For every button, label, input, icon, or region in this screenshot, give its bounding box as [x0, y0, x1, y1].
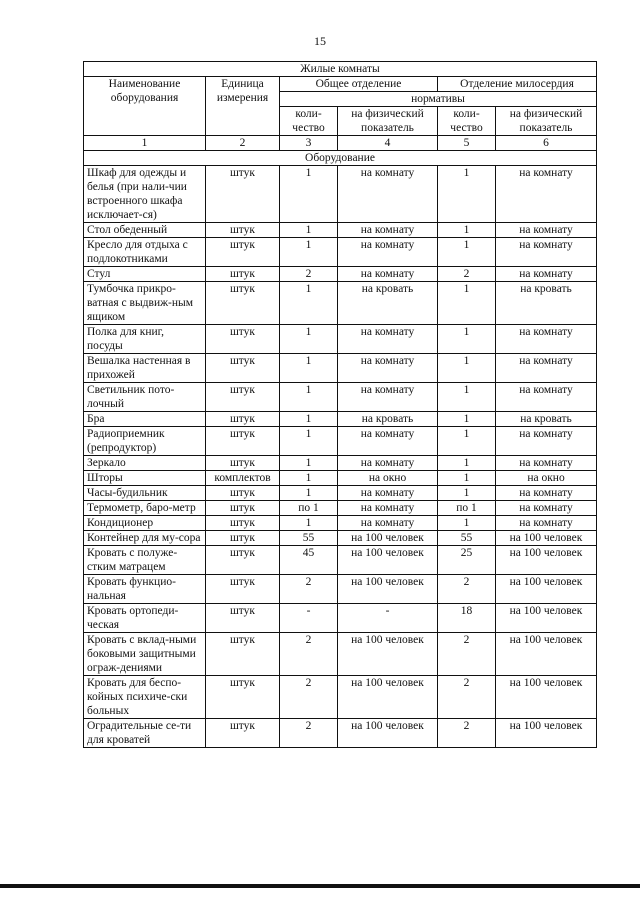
- general-quantity: 2: [280, 575, 338, 604]
- general-per-indicator: на 100 человек: [338, 676, 438, 719]
- unit-cell: штук: [206, 383, 280, 412]
- mercy-quantity: 2: [438, 676, 496, 719]
- mercy-quantity: 2: [438, 719, 496, 748]
- unit-cell: штук: [206, 282, 280, 325]
- header-row: [84, 77, 597, 92]
- table-row: [84, 412, 597, 427]
- table-title-row: [84, 62, 597, 77]
- page-number: 15: [314, 34, 326, 48]
- table-row: [84, 531, 597, 546]
- table-row: [84, 471, 597, 486]
- mercy-per-indicator: на комнату: [496, 516, 597, 531]
- mercy-quantity: 2: [438, 575, 496, 604]
- table-row: [84, 223, 597, 238]
- column-number: 3: [280, 136, 338, 151]
- equipment-name: Кровать с полуже-стким матрацем: [84, 546, 206, 575]
- general-per-indicator: на комнату: [338, 383, 438, 412]
- mercy-per-indicator: на комнату: [496, 354, 597, 383]
- equipment-name: Стул: [84, 267, 206, 282]
- unit-cell: штук: [206, 354, 280, 383]
- general-per-indicator: на комнату: [338, 325, 438, 354]
- general-quantity: 1: [280, 325, 338, 354]
- general-per-indicator: на комнату: [338, 427, 438, 456]
- equipment-name: Тумбочка прикро-ватная с выдвиж-ным ящиком: [84, 282, 206, 325]
- table-row: [84, 427, 597, 456]
- mercy-quantity: 1: [438, 223, 496, 238]
- general-quantity: 1: [280, 471, 338, 486]
- equipment-name: Кресло для отдыха с подлокотниками: [84, 238, 206, 267]
- mercy-per-indicator: на комнату: [496, 325, 597, 354]
- mercy-per-indicator: на комнату: [496, 267, 597, 282]
- unit-cell: штук: [206, 238, 280, 267]
- general-per-indicator: на комнату: [338, 354, 438, 383]
- mercy-per-indicator: на 100 человек: [496, 575, 597, 604]
- mercy-per-indicator: на комнату: [496, 501, 597, 516]
- mercy-quantity: 1: [438, 325, 496, 354]
- general-per-indicator: на 100 человек: [338, 531, 438, 546]
- equipment-name: Кровать ортопеди-ческая: [84, 604, 206, 633]
- mercy-per-indicator: на комнату: [496, 486, 597, 501]
- general-per-indicator: на кровать: [338, 412, 438, 427]
- general-per-indicator: на 100 человек: [338, 575, 438, 604]
- general-quantity: 1: [280, 282, 338, 325]
- column-number: 2: [206, 136, 280, 151]
- table-row: [84, 719, 597, 748]
- mercy-quantity: по 1: [438, 501, 496, 516]
- section-row: [84, 151, 597, 166]
- mercy-per-indicator: на окно: [496, 471, 597, 486]
- general-quantity: 1: [280, 427, 338, 456]
- mercy-quantity: 25: [438, 546, 496, 575]
- table-row: [84, 501, 597, 516]
- table-row: [84, 546, 597, 575]
- table-row: [84, 456, 597, 471]
- general-quantity: 1: [280, 238, 338, 267]
- general-quantity: 1: [280, 516, 338, 531]
- unit-cell: комплектов: [206, 471, 280, 486]
- general-quantity: 1: [280, 223, 338, 238]
- general-quantity: 2: [280, 676, 338, 719]
- general-quantity: 1: [280, 412, 338, 427]
- column-number: 6: [496, 136, 597, 151]
- mercy-quantity: 1: [438, 166, 496, 223]
- column-header-mercy-dept: Отделение милосердия: [438, 77, 597, 92]
- equipment-name: Часы-будильник: [84, 486, 206, 501]
- mercy-quantity: 1: [438, 427, 496, 456]
- general-per-indicator: на комнату: [338, 223, 438, 238]
- equipment-name: Кровать функцио-нальная: [84, 575, 206, 604]
- general-per-indicator: на комнату: [338, 501, 438, 516]
- equipment-name: Зеркало: [84, 456, 206, 471]
- unit-cell: штук: [206, 501, 280, 516]
- column-header-per-indicator: на физический показатель: [338, 107, 438, 136]
- column-header-normatives: нормативы: [280, 92, 597, 107]
- column-number: 5: [438, 136, 496, 151]
- mercy-quantity: 1: [438, 354, 496, 383]
- general-quantity: 1: [280, 166, 338, 223]
- general-quantity: 45: [280, 546, 338, 575]
- column-number: 1: [84, 136, 206, 151]
- unit-cell: штук: [206, 676, 280, 719]
- table-row: [84, 516, 597, 531]
- mercy-quantity: 1: [438, 486, 496, 501]
- column-header-per-indicator: на физический показатель: [496, 107, 597, 136]
- unit-cell: штук: [206, 486, 280, 501]
- unit-cell: штук: [206, 267, 280, 282]
- table-row: [84, 633, 597, 676]
- equipment-name: Вешалка настенная в прихожей: [84, 354, 206, 383]
- mercy-quantity: 1: [438, 383, 496, 412]
- table-row: [84, 325, 597, 354]
- equipment-name: Бра: [84, 412, 206, 427]
- table-row: [84, 166, 597, 223]
- general-per-indicator: на 100 человек: [338, 633, 438, 676]
- unit-cell: штук: [206, 531, 280, 546]
- mercy-quantity: 1: [438, 238, 496, 267]
- general-quantity: 1: [280, 354, 338, 383]
- general-per-indicator: на кровать: [338, 282, 438, 325]
- unit-cell: штук: [206, 456, 280, 471]
- table-row: [84, 575, 597, 604]
- equipment-name: Контейнер для му-сора: [84, 531, 206, 546]
- general-quantity: 1: [280, 456, 338, 471]
- mercy-per-indicator: на кровать: [496, 412, 597, 427]
- general-quantity: 2: [280, 719, 338, 748]
- equipment-norms-table: [83, 61, 597, 748]
- general-quantity: по 1: [280, 501, 338, 516]
- unit-cell: штук: [206, 166, 280, 223]
- table-title: Жилые комнаты: [84, 62, 597, 77]
- equipment-name: Оградительные се-ти для кроватей: [84, 719, 206, 748]
- general-per-indicator: на комнату: [338, 516, 438, 531]
- general-per-indicator: на окно: [338, 471, 438, 486]
- unit-cell: штук: [206, 633, 280, 676]
- general-quantity: 1: [280, 383, 338, 412]
- section-title: Оборудование: [84, 151, 597, 166]
- mercy-per-indicator: на комнату: [496, 456, 597, 471]
- equipment-name: Полка для книг, посуды: [84, 325, 206, 354]
- unit-cell: штук: [206, 412, 280, 427]
- mercy-quantity: 1: [438, 412, 496, 427]
- unit-cell: штук: [206, 223, 280, 238]
- mercy-per-indicator: на кровать: [496, 282, 597, 325]
- column-header-unit: Единица измерения: [206, 77, 280, 136]
- equipment-name: Кондиционер: [84, 516, 206, 531]
- table-row: [84, 354, 597, 383]
- general-per-indicator: на 100 человек: [338, 719, 438, 748]
- mercy-per-indicator: на 100 человек: [496, 676, 597, 719]
- mercy-quantity: 1: [438, 516, 496, 531]
- mercy-per-indicator: на комнату: [496, 166, 597, 223]
- column-number-row: [84, 136, 597, 151]
- general-quantity: 2: [280, 633, 338, 676]
- equipment-name: Шкаф для одежды и белья (при нали-чии встроенного шкафа исключает-ся): [84, 166, 206, 223]
- table-row: [84, 383, 597, 412]
- table-row: [84, 604, 597, 633]
- unit-cell: штук: [206, 325, 280, 354]
- column-header-name: Наименование оборудования: [84, 77, 206, 136]
- table-row: [84, 267, 597, 282]
- equipment-name: Термометр, баро-метр: [84, 501, 206, 516]
- bottom-rule: [0, 884, 640, 888]
- mercy-quantity: 55: [438, 531, 496, 546]
- table-row: [84, 486, 597, 501]
- mercy-per-indicator: на 100 человек: [496, 531, 597, 546]
- general-per-indicator: на комнату: [338, 267, 438, 282]
- mercy-quantity: 1: [438, 471, 496, 486]
- equipment-name: Радиоприемник (репродуктор): [84, 427, 206, 456]
- mercy-quantity: 2: [438, 267, 496, 282]
- mercy-per-indicator: на комнату: [496, 383, 597, 412]
- column-header-quantity: коли-чество: [438, 107, 496, 136]
- general-quantity: 55: [280, 531, 338, 546]
- unit-cell: штук: [206, 427, 280, 456]
- mercy-per-indicator: на комнату: [496, 427, 597, 456]
- column-header-general-dept: Общее отделение: [280, 77, 438, 92]
- mercy-per-indicator: на комнату: [496, 238, 597, 267]
- column-header-quantity: коли-чество: [280, 107, 338, 136]
- mercy-quantity: 1: [438, 282, 496, 325]
- unit-cell: штук: [206, 719, 280, 748]
- equipment-name: Светильник пото-лочный: [84, 383, 206, 412]
- general-per-indicator: на комнату: [338, 166, 438, 223]
- equipment-name: Кровать для беспо-койных психиче-ски больных: [84, 676, 206, 719]
- general-quantity: 1: [280, 486, 338, 501]
- mercy-per-indicator: на 100 человек: [496, 633, 597, 676]
- table-row: [84, 282, 597, 325]
- table-row: [84, 676, 597, 719]
- mercy-per-indicator: на 100 человек: [496, 546, 597, 575]
- equipment-name: Кровать с вклад-ными боковыми защитными ограж-дениями: [84, 633, 206, 676]
- mercy-quantity: 18: [438, 604, 496, 633]
- mercy-per-indicator: на 100 человек: [496, 604, 597, 633]
- unit-cell: штук: [206, 575, 280, 604]
- general-per-indicator: на комнату: [338, 456, 438, 471]
- general-quantity: 2: [280, 267, 338, 282]
- mercy-quantity: 1: [438, 456, 496, 471]
- mercy-quantity: 2: [438, 633, 496, 676]
- unit-cell: штук: [206, 604, 280, 633]
- general-per-indicator: на комнату: [338, 486, 438, 501]
- unit-cell: штук: [206, 516, 280, 531]
- table-row: [84, 238, 597, 267]
- equipment-name: Шторы: [84, 471, 206, 486]
- general-per-indicator: -: [338, 604, 438, 633]
- mercy-per-indicator: на 100 человек: [496, 719, 597, 748]
- general-per-indicator: на 100 человек: [338, 546, 438, 575]
- equipment-name: Стол обеденный: [84, 223, 206, 238]
- general-per-indicator: на комнату: [338, 238, 438, 267]
- general-quantity: -: [280, 604, 338, 633]
- column-number: 4: [338, 136, 438, 151]
- unit-cell: штук: [206, 546, 280, 575]
- mercy-per-indicator: на комнату: [496, 223, 597, 238]
